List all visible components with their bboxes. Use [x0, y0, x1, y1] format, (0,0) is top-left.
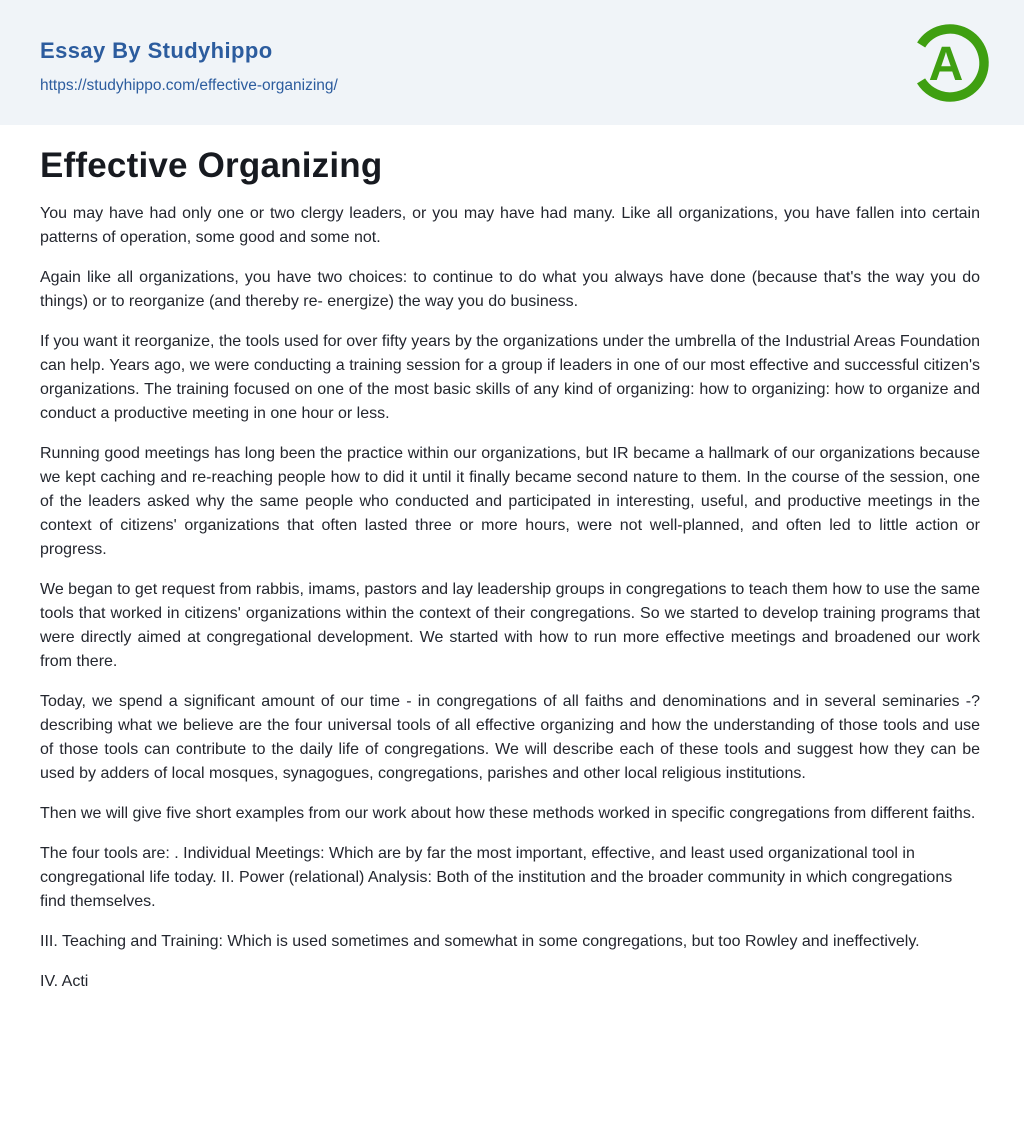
essay-url-link[interactable]: https://studyhippo.com/effective-organizing/ — [40, 77, 338, 94]
logo-arc-icon — [906, 19, 994, 107]
paragraph: If you want it reorganize, the tools used for over fifty years by the organizations under the umbrella of the Industrial Areas Foundation can help. Years ago, we were conducting a training session for a group if leaders in one of our most effective and successful citizen's organizations. The training focused on one of the most basic skills of any kind of organizing: how to organizing: how to organize and conduct a productive meeting in one hour or less. — [40, 333, 980, 422]
site-title: Essay By Studyhippo — [40, 38, 273, 63]
studyhippo-logo — [906, 19, 994, 107]
paragraph: Running good meetings has long been the practice within our organizations, but IR became a hallmark of our organizations because we kept caching and re-reaching people how to did it until it finally became second nature to them. In the course of the session, one of the leaders asked why the same people who conducted and participated in interesting, useful, and productive meetings in the context of citizens' organizations that often lasted three or more hours, were not well-planned, and often led to little action or progress. — [40, 445, 980, 558]
paragraph: Again like all organizations, you have two choices: to continue to do what you always have done (because that's the way you do things) or to reorganize (and thereby re- energize) the way you do business. — [40, 269, 980, 310]
paragraph: Then we will give five short examples from our work about how these methods worked in specific congregations from different faiths. — [40, 805, 976, 822]
paragraph: You may have had only one or two clergy leaders, or you may have had many. Like all organizations, you have fallen into certain patterns of operation, some good and some not. — [40, 205, 980, 246]
paragraph: IV. Acti — [40, 973, 89, 990]
essay-title: Effective Organizing — [40, 146, 383, 185]
paragraph: III. Teaching and Training: Which is used sometimes and somewhat in some congregations, but too Rowley and ineffectively. — [40, 933, 920, 950]
paragraph: Today, we spend a significant amount of our time - in congregations of all faiths and denominations and in several seminaries -? describing what we believe are the four universal tools of all effective organizing and how the understanding of those tools and use of those tools can contribute to the daily life of congregations. We will describe each of these tools and suggest how they can be used by adders of local mosques, synagogues, congregations, parishes and other local religious institutions. — [40, 693, 980, 782]
essay-content — [0, 125, 1024, 994]
paragraph: We began to get request from rabbis, imams, pastors and lay leadership groups in congregations to teach them how to use the same tools that worked in citizens' organizations within the context of their congregations. So we started to develop training programs that were directly aimed at congregational development. We started with how to run more effective meetings and broadened our work from there. — [40, 581, 980, 670]
header-text-block — [40, 38, 338, 95]
page-header — [0, 0, 1024, 125]
logo-letter: A — [928, 37, 964, 91]
paragraph: The four tools are: . Individual Meetings: Which are by far the most important, effective, and least used organizational tool in congregational life today. II. Power (relational) Analysis: Both of the institution and the broader community in which congregations find themselves. — [40, 845, 953, 910]
